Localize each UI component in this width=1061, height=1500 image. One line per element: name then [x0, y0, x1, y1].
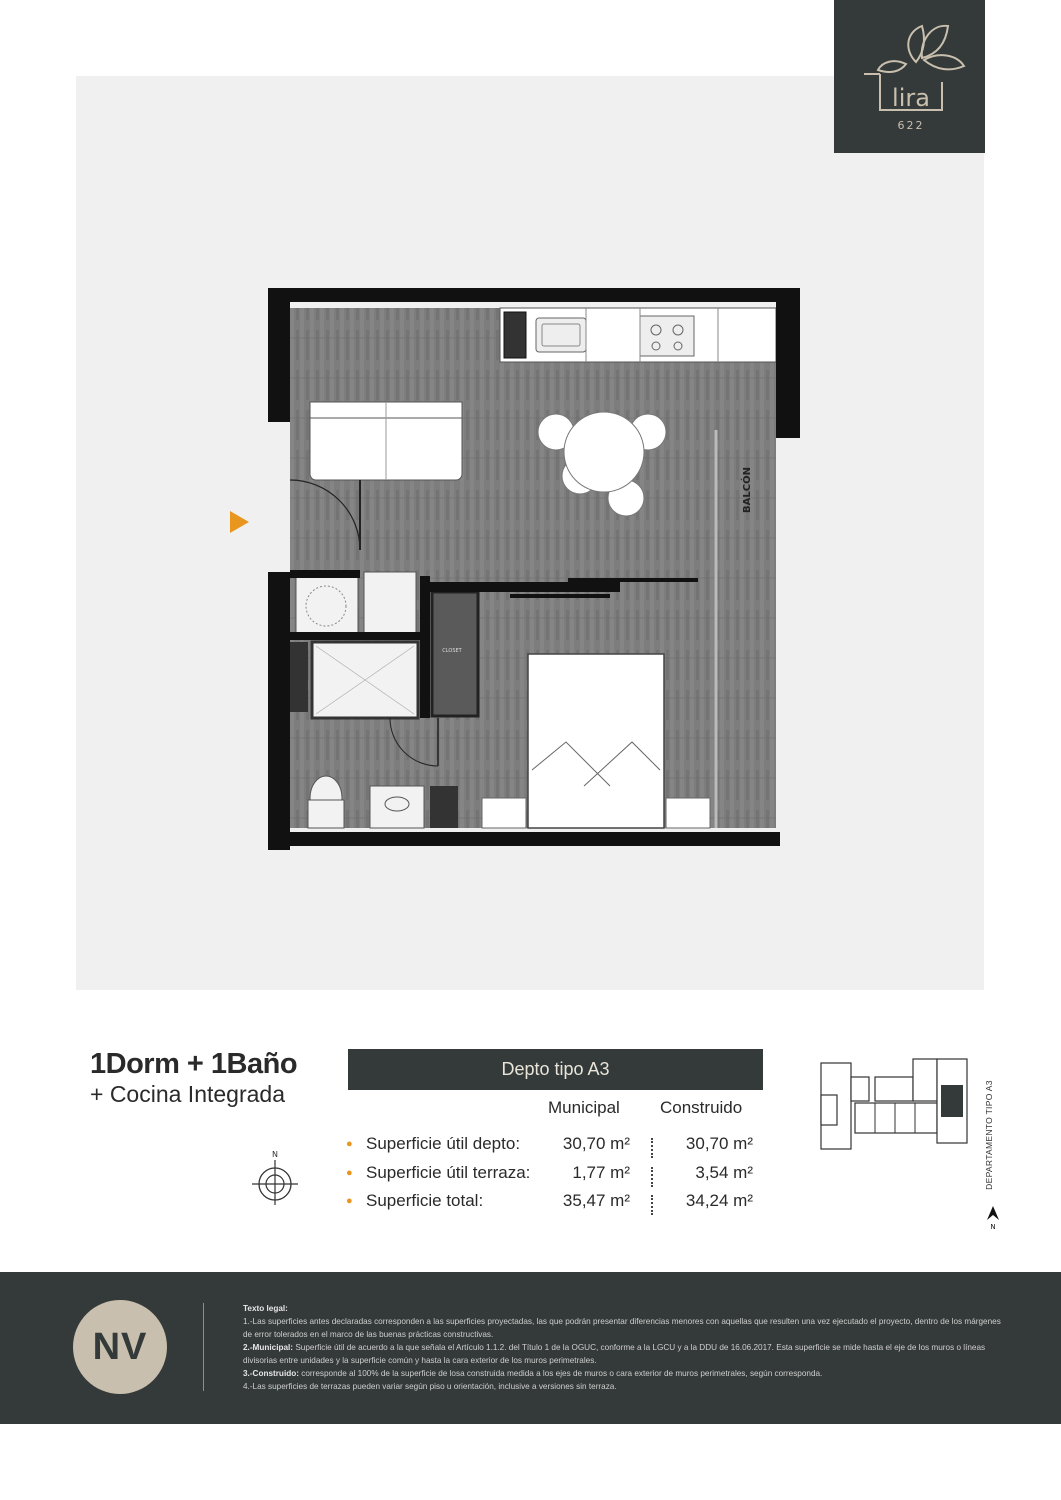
bathroom-sink: [370, 786, 424, 828]
balcony-label: BALCÓN: [742, 467, 753, 513]
legal-item-3-term: 3.-Construido:: [243, 1369, 299, 1378]
legal-item-1: 1.-Las superficies antes declaradas corresponden a las superficies proyectadas, las que podrán presentar diferencias menores con aquellas que resulten una vez ejecutado el proyecto, dentro de los márgenes de error tolerados en el marco de las buenas prácticas constructivas.: [243, 1317, 1001, 1339]
exterior-wall-bottom: [268, 832, 780, 846]
kitchen-sink: [536, 318, 586, 352]
area-municipal: 1,77 m²: [572, 1163, 630, 1182]
brand-logo: [834, 0, 985, 153]
area-label: Superficie útil depto:: [366, 1134, 521, 1153]
legal-item-4: 4.-Las superficies de terrazas pueden variar según piso u orientación, inclusive a versiones sin terraza.: [243, 1382, 617, 1391]
highlighted-unit: [941, 1085, 963, 1117]
bullet-icon: ●: [346, 1195, 353, 1207]
compass-north-label: N: [272, 1150, 278, 1159]
area-row: [346, 1191, 766, 1219]
exterior-wall-top: [268, 288, 800, 302]
compass-north-icon: [246, 1148, 304, 1211]
key-plan-label: [979, 1080, 999, 1200]
area-row: [346, 1163, 766, 1191]
area-label: Superficie total:: [366, 1191, 484, 1210]
key-plan-label-text: DEPARTAMENTO TIPO A3: [984, 1080, 994, 1190]
legal-item-3: corresponde al 100% de la superficie de losa construida medida a los ejes de muros o cara exterior de muros perimetrales, según corresponda.: [298, 1369, 823, 1378]
area-municipal: 30,70 m²: [562, 1134, 630, 1153]
unit-type-banner: Depto tipo A3: [348, 1049, 763, 1090]
column-divider: [651, 1167, 653, 1187]
nightstand-right: [666, 798, 710, 828]
dining-table: [564, 412, 644, 492]
key-plan-north-icon: [983, 1200, 1003, 1235]
column-divider: [651, 1195, 653, 1215]
legal-item-2-term: 2.-Municipal:: [243, 1343, 294, 1352]
legal-text: [243, 1302, 1003, 1393]
unit-title: 1Dorm + 1Baño: [90, 1048, 298, 1080]
washer-area: [296, 576, 358, 636]
cooktop: [640, 316, 694, 356]
unit-subtitle: + Cocina Integrada: [90, 1081, 285, 1107]
bed: [528, 654, 664, 828]
header-municipal: Municipal: [548, 1098, 620, 1117]
area-municipal: 35,47 m²: [562, 1191, 630, 1210]
column-divider: [651, 1138, 653, 1158]
area-construido: 3,54 m²: [695, 1163, 753, 1182]
key-plan: [815, 1055, 975, 1160]
closet: [432, 592, 478, 716]
area-construido: 34,24 m²: [685, 1191, 753, 1210]
nv-badge: NV: [73, 1300, 167, 1394]
closet-label: CLOSET: [442, 648, 462, 654]
entrance-arrow-icon: [230, 511, 249, 533]
area-row: [346, 1134, 766, 1162]
area-label: Superficie útil terraza:: [366, 1163, 531, 1182]
legal-title: Texto legal:: [243, 1304, 288, 1313]
legal-item-2: Superficie útil de acuerdo a la que señala el Artículo 1.1.2. del Título 1 de la OGUC, conforme a la LGCU y a la DDU de 16.06.2017. Esta superficie se mide hasta el eje de los muros o líneas divisorias entre unidades y la superficie común y hasta la cara exterior de los muros perimetrales.: [243, 1343, 986, 1365]
area-construido: 30,70 m²: [685, 1134, 753, 1153]
water-heater: [364, 572, 416, 634]
footer-divider: [203, 1303, 204, 1391]
key-plan-north-label: N: [990, 1223, 996, 1230]
logo-wordmark: lira: [892, 84, 930, 112]
floor-plan: [220, 280, 820, 875]
bullet-icon: ●: [346, 1138, 353, 1150]
bullet-icon: ●: [346, 1167, 353, 1179]
header-construido: Construido: [660, 1098, 743, 1117]
logo-number: 622: [897, 119, 925, 132]
nightstand-left: [482, 798, 526, 828]
lotus-logo-icon: [834, 0, 985, 153]
